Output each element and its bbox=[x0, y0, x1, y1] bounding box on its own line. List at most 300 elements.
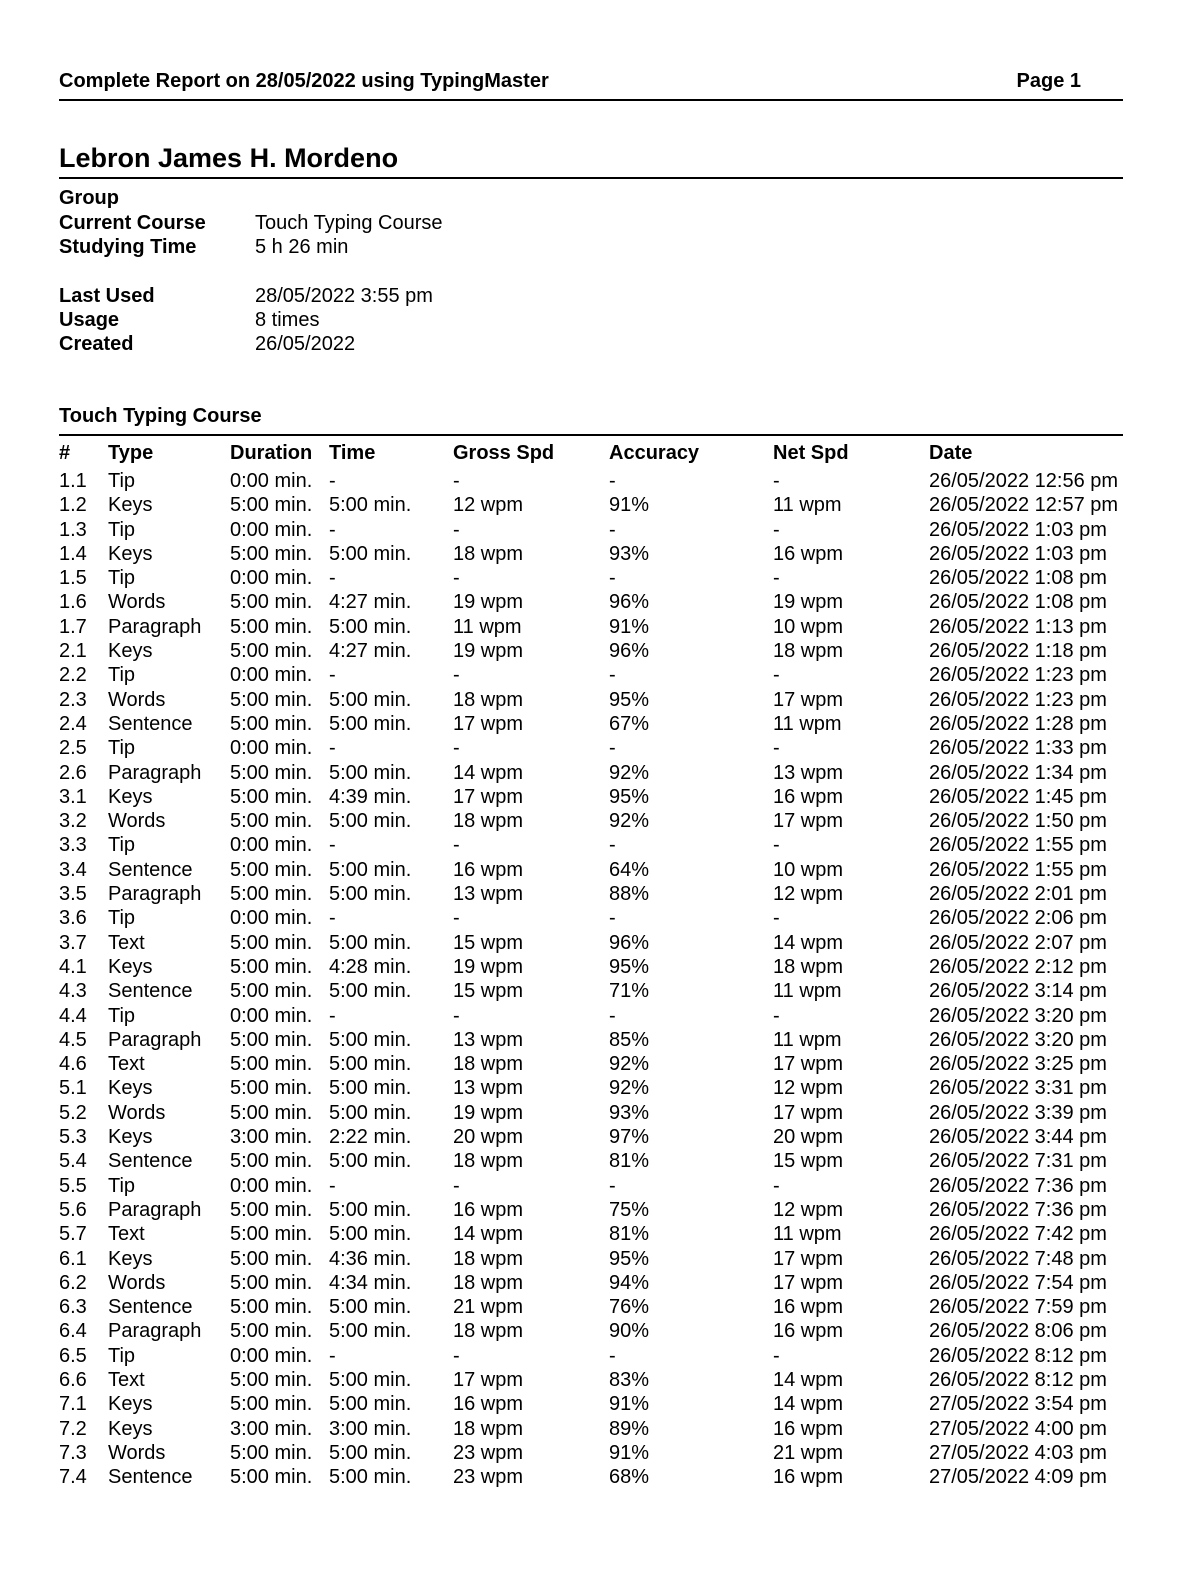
table-row bbox=[59, 543, 1123, 567]
table-body bbox=[59, 470, 1123, 1490]
row-type: Paragraph bbox=[108, 1028, 202, 1051]
row-time: 5:00 min. bbox=[329, 1466, 412, 1489]
info-label: Group bbox=[59, 187, 119, 209]
row-number: 6.1 bbox=[59, 1247, 87, 1270]
row-accuracy: - bbox=[609, 1344, 616, 1367]
table-row bbox=[59, 1345, 1123, 1369]
info-label: Studying Time bbox=[59, 236, 197, 258]
row-time: 5:00 min. bbox=[329, 1101, 412, 1124]
row-time: - bbox=[329, 1004, 336, 1027]
row-type: Sentence bbox=[108, 1150, 193, 1173]
row-net-speed: 21 wpm bbox=[773, 1441, 844, 1464]
row-date: 27/05/2022 4:03 pm bbox=[929, 1441, 1107, 1464]
row-type: Words bbox=[108, 591, 166, 614]
row-duration: 0:00 min. bbox=[230, 907, 313, 930]
row-number: 1.6 bbox=[59, 591, 87, 614]
table-row bbox=[59, 932, 1123, 956]
row-net-speed: 17 wpm bbox=[773, 1101, 844, 1124]
row-gross-speed: 23 wpm bbox=[453, 1466, 524, 1489]
row-accuracy: 95% bbox=[609, 785, 650, 808]
row-date: 26/05/2022 12:56 pm bbox=[929, 470, 1119, 492]
table-row bbox=[59, 1102, 1123, 1126]
row-gross-speed: 14 wpm bbox=[453, 1223, 524, 1246]
row-net-speed: - bbox=[773, 907, 780, 930]
row-gross-speed: 12 wpm bbox=[453, 494, 524, 517]
table-row bbox=[59, 664, 1123, 688]
row-date: 26/05/2022 3:14 pm bbox=[929, 980, 1107, 1003]
row-gross-speed: 18 wpm bbox=[453, 688, 524, 711]
table-row bbox=[59, 1150, 1123, 1174]
row-number: 4.4 bbox=[59, 1004, 87, 1027]
page-number: Page 1 bbox=[1016, 70, 1081, 92]
row-time: 5:00 min. bbox=[329, 1296, 412, 1319]
row-type: Text bbox=[108, 1053, 145, 1076]
row-date: 26/05/2022 8:12 pm bbox=[929, 1344, 1107, 1367]
row-duration: 5:00 min. bbox=[230, 761, 313, 784]
row-number: 2.4 bbox=[59, 712, 87, 735]
row-accuracy: 92% bbox=[609, 810, 650, 833]
row-gross-speed: - bbox=[453, 1174, 460, 1197]
row-time: - bbox=[329, 737, 336, 760]
row-gross-speed: 18 wpm bbox=[453, 1417, 524, 1440]
info-label: Created bbox=[59, 333, 134, 355]
row-time: 5:00 min. bbox=[329, 761, 412, 784]
row-accuracy: 81% bbox=[609, 1223, 650, 1246]
row-time: 4:27 min. bbox=[329, 640, 412, 663]
row-time: 4:36 min. bbox=[329, 1247, 412, 1270]
row-net-speed: 11 wpm bbox=[773, 494, 842, 517]
row-date: 26/05/2022 1:08 pm bbox=[929, 567, 1107, 590]
row-time: - bbox=[329, 664, 336, 687]
row-accuracy: 93% bbox=[609, 542, 650, 565]
row-net-speed: 11 wpm bbox=[773, 980, 842, 1003]
table-header bbox=[59, 442, 1123, 470]
row-type: Keys bbox=[108, 1247, 153, 1270]
row-net-speed: 10 wpm bbox=[773, 615, 844, 638]
row-net-speed: 14 wpm bbox=[773, 1368, 844, 1391]
row-accuracy: 91% bbox=[609, 615, 650, 638]
row-type: Words bbox=[108, 810, 166, 833]
table-row bbox=[59, 470, 1123, 494]
row-duration: 5:00 min. bbox=[230, 931, 313, 954]
column-header: # bbox=[59, 442, 71, 464]
row-duration: 3:00 min. bbox=[230, 1126, 313, 1149]
row-time: 5:00 min. bbox=[329, 615, 412, 638]
row-gross-speed: 16 wpm bbox=[453, 858, 524, 881]
row-duration: 0:00 min. bbox=[230, 1174, 313, 1197]
row-duration: 5:00 min. bbox=[230, 1223, 313, 1246]
row-time: 4:34 min. bbox=[329, 1271, 412, 1294]
info-value: Touch Typing Course bbox=[255, 212, 443, 234]
row-net-speed: 17 wpm bbox=[773, 688, 844, 711]
row-accuracy: 67% bbox=[609, 712, 650, 735]
row-gross-speed: 11 wpm bbox=[453, 615, 522, 638]
row-net-speed: 11 wpm bbox=[773, 712, 842, 735]
row-type: Tip bbox=[108, 834, 136, 857]
row-type: Keys bbox=[108, 494, 153, 517]
row-number: 6.3 bbox=[59, 1296, 87, 1319]
row-gross-speed: 18 wpm bbox=[453, 810, 524, 833]
row-number: 1.4 bbox=[59, 542, 87, 565]
row-duration: 5:00 min. bbox=[230, 1441, 313, 1464]
row-type: Text bbox=[108, 931, 145, 954]
row-accuracy: 92% bbox=[609, 761, 650, 784]
row-gross-speed: - bbox=[453, 737, 460, 760]
row-accuracy: 96% bbox=[609, 931, 650, 954]
row-net-speed: - bbox=[773, 737, 780, 760]
row-number: 2.5 bbox=[59, 737, 87, 760]
row-type: Tip bbox=[108, 1174, 136, 1197]
row-number: 3.2 bbox=[59, 810, 87, 833]
row-type: Words bbox=[108, 1101, 166, 1124]
row-duration: 5:00 min. bbox=[230, 785, 313, 808]
row-accuracy: 93% bbox=[609, 1101, 650, 1124]
table-row bbox=[59, 640, 1123, 664]
row-duration: 5:00 min. bbox=[230, 1393, 313, 1416]
column-header: Time bbox=[329, 442, 376, 464]
info-value: 26/05/2022 bbox=[255, 333, 356, 355]
row-gross-speed: 16 wpm bbox=[453, 1393, 524, 1416]
row-time: 5:00 min. bbox=[329, 1223, 412, 1246]
row-time: 5:00 min. bbox=[329, 688, 412, 711]
row-type: Keys bbox=[108, 1126, 153, 1149]
row-duration: 3:00 min. bbox=[230, 1417, 313, 1440]
row-accuracy: 68% bbox=[609, 1466, 650, 1489]
row-duration: 5:00 min. bbox=[230, 1320, 313, 1343]
row-accuracy: - bbox=[609, 470, 616, 492]
row-accuracy: 91% bbox=[609, 1393, 650, 1416]
row-net-speed: - bbox=[773, 1004, 780, 1027]
row-date: 26/05/2022 7:42 pm bbox=[929, 1223, 1107, 1246]
row-time: 5:00 min. bbox=[329, 1368, 412, 1391]
row-net-speed: 13 wpm bbox=[773, 761, 844, 784]
row-number: 5.1 bbox=[59, 1077, 87, 1100]
row-date: 26/05/2022 1:50 pm bbox=[929, 810, 1107, 833]
row-number: 1.7 bbox=[59, 615, 87, 638]
column-header: Gross Spd bbox=[453, 442, 555, 464]
row-type: Keys bbox=[108, 640, 153, 663]
row-number: 2.1 bbox=[59, 640, 87, 663]
row-duration: 5:00 min. bbox=[230, 1028, 313, 1051]
row-type: Sentence bbox=[108, 1466, 193, 1489]
row-number: 7.1 bbox=[59, 1393, 87, 1416]
row-duration: 5:00 min. bbox=[230, 1053, 313, 1076]
row-date: 26/05/2022 2:01 pm bbox=[929, 883, 1107, 906]
row-duration: 5:00 min. bbox=[230, 1150, 313, 1173]
row-gross-speed: 17 wpm bbox=[453, 1368, 524, 1391]
row-duration: 5:00 min. bbox=[230, 615, 313, 638]
row-gross-speed: - bbox=[453, 834, 460, 857]
row-net-speed: 16 wpm bbox=[773, 1466, 844, 1489]
row-number: 3.3 bbox=[59, 834, 87, 857]
row-net-speed: - bbox=[773, 1344, 780, 1367]
row-accuracy: 97% bbox=[609, 1126, 650, 1149]
row-accuracy: 94% bbox=[609, 1271, 650, 1294]
row-time: 5:00 min. bbox=[329, 858, 412, 881]
row-duration: 5:00 min. bbox=[230, 810, 313, 833]
table-row bbox=[59, 1053, 1123, 1077]
row-number: 1.5 bbox=[59, 567, 87, 590]
row-type: Paragraph bbox=[108, 761, 202, 784]
row-accuracy: - bbox=[609, 664, 616, 687]
row-time: - bbox=[329, 518, 336, 541]
row-gross-speed: 13 wpm bbox=[453, 883, 524, 906]
row-type: Tip bbox=[108, 737, 136, 760]
row-gross-speed: 18 wpm bbox=[453, 1271, 524, 1294]
column-header: Date bbox=[929, 442, 973, 464]
row-gross-speed: - bbox=[453, 567, 460, 590]
row-accuracy: 95% bbox=[609, 955, 650, 978]
row-number: 1.2 bbox=[59, 494, 87, 517]
row-net-speed: 10 wpm bbox=[773, 858, 844, 881]
row-accuracy: 76% bbox=[609, 1296, 650, 1319]
table-row bbox=[59, 1248, 1123, 1272]
row-time: 5:00 min. bbox=[329, 1198, 412, 1221]
row-accuracy: - bbox=[609, 737, 616, 760]
row-duration: 0:00 min. bbox=[230, 518, 313, 541]
table-row bbox=[59, 956, 1123, 980]
row-accuracy: 90% bbox=[609, 1320, 650, 1343]
row-date: 26/05/2022 3:20 pm bbox=[929, 1004, 1107, 1027]
row-net-speed: 17 wpm bbox=[773, 1247, 844, 1270]
table-row bbox=[59, 980, 1123, 1004]
row-time: - bbox=[329, 1174, 336, 1197]
row-date: 26/05/2022 2:06 pm bbox=[929, 907, 1107, 930]
table-row bbox=[59, 859, 1123, 883]
row-time: 5:00 min. bbox=[329, 1441, 412, 1464]
row-accuracy: - bbox=[609, 834, 616, 857]
row-gross-speed: - bbox=[453, 470, 460, 492]
row-date: 26/05/2022 12:57 pm bbox=[929, 494, 1119, 517]
row-type: Keys bbox=[108, 785, 153, 808]
table-row bbox=[59, 907, 1123, 931]
column-header: Type bbox=[108, 442, 154, 464]
row-duration: 5:00 min. bbox=[230, 494, 313, 517]
row-net-speed: 16 wpm bbox=[773, 1417, 844, 1440]
row-number: 5.6 bbox=[59, 1198, 87, 1221]
row-net-speed: 12 wpm bbox=[773, 1077, 844, 1100]
row-date: 26/05/2022 1:28 pm bbox=[929, 712, 1107, 735]
info-label: Usage bbox=[59, 309, 120, 331]
column-header: Net Spd bbox=[773, 442, 849, 464]
table-row bbox=[59, 1199, 1123, 1223]
row-net-speed: - bbox=[773, 470, 780, 492]
row-gross-speed: - bbox=[453, 1004, 460, 1027]
row-accuracy: 64% bbox=[609, 858, 650, 881]
row-accuracy: - bbox=[609, 518, 616, 541]
row-time: 5:00 min. bbox=[329, 542, 412, 565]
row-date: 26/05/2022 1:13 pm bbox=[929, 615, 1107, 638]
table-row bbox=[59, 762, 1123, 786]
row-date: 26/05/2022 7:48 pm bbox=[929, 1247, 1107, 1270]
row-duration: 5:00 min. bbox=[230, 1271, 313, 1294]
row-time: 4:28 min. bbox=[329, 955, 412, 978]
table-row bbox=[59, 1466, 1123, 1490]
row-gross-speed: 16 wpm bbox=[453, 1198, 524, 1221]
table-row bbox=[59, 737, 1123, 761]
row-number: 2.2 bbox=[59, 664, 87, 687]
row-accuracy: 91% bbox=[609, 494, 650, 517]
table-row bbox=[59, 1029, 1123, 1053]
row-number: 5.5 bbox=[59, 1174, 87, 1197]
row-date: 26/05/2022 3:31 pm bbox=[929, 1077, 1107, 1100]
table-row bbox=[59, 1418, 1123, 1442]
row-type: Keys bbox=[108, 1077, 153, 1100]
row-accuracy: - bbox=[609, 1174, 616, 1197]
row-duration: 5:00 min. bbox=[230, 980, 313, 1003]
row-date: 26/05/2022 1:55 pm bbox=[929, 858, 1107, 881]
row-type: Words bbox=[108, 1271, 166, 1294]
row-time: - bbox=[329, 567, 336, 590]
row-net-speed: 16 wpm bbox=[773, 785, 844, 808]
row-duration: 5:00 min. bbox=[230, 1247, 313, 1270]
row-net-speed: - bbox=[773, 1174, 780, 1197]
report-header bbox=[59, 70, 1123, 101]
row-date: 26/05/2022 7:36 pm bbox=[929, 1174, 1107, 1197]
row-net-speed: 14 wpm bbox=[773, 1393, 844, 1416]
row-accuracy: 91% bbox=[609, 1441, 650, 1464]
row-type: Tip bbox=[108, 470, 136, 492]
row-number: 7.2 bbox=[59, 1417, 87, 1440]
row-number: 3.4 bbox=[59, 858, 87, 881]
row-type: Keys bbox=[108, 542, 153, 565]
row-net-speed: 12 wpm bbox=[773, 1198, 844, 1221]
table-row bbox=[59, 883, 1123, 907]
row-accuracy: 83% bbox=[609, 1368, 650, 1391]
table-row bbox=[59, 1296, 1123, 1320]
table-row bbox=[59, 1126, 1123, 1150]
row-time: 4:27 min. bbox=[329, 591, 412, 614]
row-type: Tip bbox=[108, 567, 136, 590]
row-number: 1.1 bbox=[59, 470, 87, 492]
row-duration: 0:00 min. bbox=[230, 567, 313, 590]
row-accuracy: 96% bbox=[609, 640, 650, 663]
row-accuracy: 95% bbox=[609, 1247, 650, 1270]
row-number: 6.6 bbox=[59, 1368, 87, 1391]
table-row bbox=[59, 591, 1123, 615]
row-gross-speed: 18 wpm bbox=[453, 1150, 524, 1173]
row-accuracy: 92% bbox=[609, 1053, 650, 1076]
row-type: Paragraph bbox=[108, 1198, 202, 1221]
row-duration: 5:00 min. bbox=[230, 883, 313, 906]
row-net-speed: 20 wpm bbox=[773, 1126, 844, 1149]
row-duration: 5:00 min. bbox=[230, 1466, 313, 1489]
info-value: 8 times bbox=[255, 309, 320, 331]
row-type: Words bbox=[108, 1441, 166, 1464]
row-net-speed: - bbox=[773, 664, 780, 687]
row-time: 5:00 min. bbox=[329, 810, 412, 833]
row-number: 5.4 bbox=[59, 1150, 87, 1173]
row-type: Keys bbox=[108, 1417, 153, 1440]
table-row bbox=[59, 1272, 1123, 1296]
row-accuracy: - bbox=[609, 907, 616, 930]
row-type: Tip bbox=[108, 1004, 136, 1027]
row-gross-speed: 18 wpm bbox=[453, 542, 524, 565]
row-number: 7.3 bbox=[59, 1441, 87, 1464]
row-date: 26/05/2022 7:31 pm bbox=[929, 1150, 1107, 1173]
row-date: 26/05/2022 8:12 pm bbox=[929, 1368, 1107, 1391]
row-date: 26/05/2022 1:55 pm bbox=[929, 834, 1107, 857]
row-gross-speed: 17 wpm bbox=[453, 785, 524, 808]
row-duration: 5:00 min. bbox=[230, 1368, 313, 1391]
row-time: 3:00 min. bbox=[329, 1417, 412, 1440]
row-type: Tip bbox=[108, 1344, 136, 1367]
row-accuracy: 96% bbox=[609, 591, 650, 614]
row-accuracy: 81% bbox=[609, 1150, 650, 1173]
table-row bbox=[59, 1369, 1123, 1393]
row-time: 5:00 min. bbox=[329, 931, 412, 954]
row-accuracy: 71% bbox=[609, 980, 650, 1003]
row-number: 4.5 bbox=[59, 1028, 87, 1051]
row-date: 26/05/2022 1:03 pm bbox=[929, 518, 1107, 541]
row-type: Text bbox=[108, 1368, 145, 1391]
row-time: 5:00 min. bbox=[329, 494, 412, 517]
row-date: 26/05/2022 7:36 pm bbox=[929, 1198, 1107, 1221]
row-number: 5.7 bbox=[59, 1223, 87, 1246]
row-accuracy: - bbox=[609, 567, 616, 590]
table-row bbox=[59, 786, 1123, 810]
row-net-speed: - bbox=[773, 834, 780, 857]
row-gross-speed: 19 wpm bbox=[453, 955, 524, 978]
results-table bbox=[59, 442, 1123, 1490]
row-net-speed: 16 wpm bbox=[773, 542, 844, 565]
row-gross-speed: 13 wpm bbox=[453, 1028, 524, 1051]
table-row bbox=[59, 1077, 1123, 1101]
row-gross-speed: 19 wpm bbox=[453, 640, 524, 663]
row-duration: 0:00 min. bbox=[230, 737, 313, 760]
row-gross-speed: 18 wpm bbox=[453, 1247, 524, 1270]
row-gross-speed: 18 wpm bbox=[453, 1320, 524, 1343]
row-time: 5:00 min. bbox=[329, 980, 412, 1003]
row-duration: 0:00 min. bbox=[230, 664, 313, 687]
row-date: 26/05/2022 2:07 pm bbox=[929, 931, 1107, 954]
table-row bbox=[59, 1175, 1123, 1199]
row-number: 6.4 bbox=[59, 1320, 87, 1343]
row-number: 3.5 bbox=[59, 883, 87, 906]
row-accuracy: 75% bbox=[609, 1198, 650, 1221]
row-number: 3.6 bbox=[59, 907, 87, 930]
table-row bbox=[59, 1223, 1123, 1247]
row-duration: 5:00 min. bbox=[230, 591, 313, 614]
row-type: Words bbox=[108, 688, 166, 711]
section-title: Touch Typing Course bbox=[59, 405, 1123, 436]
row-date: 26/05/2022 1:18 pm bbox=[929, 640, 1107, 663]
table-row bbox=[59, 810, 1123, 834]
row-gross-speed: 17 wpm bbox=[453, 712, 524, 735]
row-number: 4.3 bbox=[59, 980, 87, 1003]
table-row bbox=[59, 519, 1123, 543]
row-date: 27/05/2022 4:00 pm bbox=[929, 1417, 1107, 1440]
row-duration: 5:00 min. bbox=[230, 955, 313, 978]
column-header: Accuracy bbox=[609, 442, 700, 464]
row-number: 6.5 bbox=[59, 1344, 87, 1367]
row-duration: 5:00 min. bbox=[230, 640, 313, 663]
row-type: Sentence bbox=[108, 1296, 193, 1319]
row-accuracy: 85% bbox=[609, 1028, 650, 1051]
row-net-speed: 11 wpm bbox=[773, 1028, 842, 1051]
row-net-speed: - bbox=[773, 567, 780, 590]
row-number: 4.1 bbox=[59, 955, 87, 978]
row-gross-speed: 15 wpm bbox=[453, 980, 524, 1003]
row-gross-speed: 20 wpm bbox=[453, 1126, 524, 1149]
row-net-speed: 17 wpm bbox=[773, 810, 844, 833]
row-net-speed: 18 wpm bbox=[773, 640, 844, 663]
row-time: - bbox=[329, 1344, 336, 1367]
row-duration: 5:00 min. bbox=[230, 1198, 313, 1221]
row-type: Keys bbox=[108, 1393, 153, 1416]
row-time: - bbox=[329, 907, 336, 930]
row-gross-speed: - bbox=[453, 664, 460, 687]
